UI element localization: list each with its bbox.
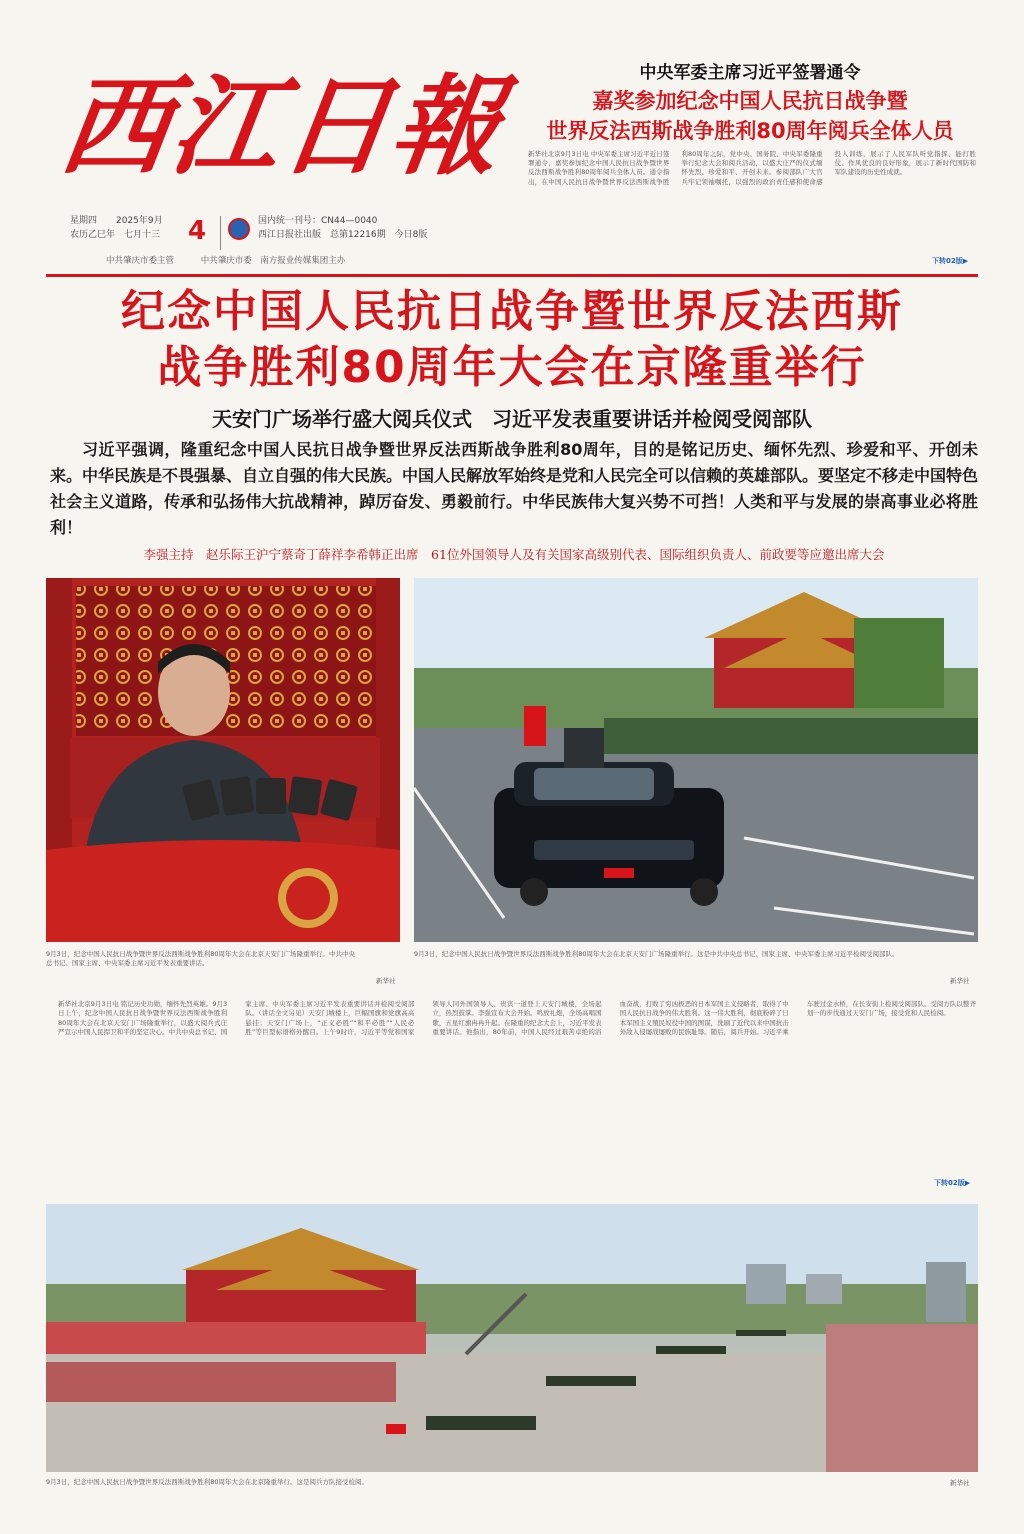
lead-paragraph: 习近平强调，隆重纪念中国人民抗日战争暨世界反法西斯战争胜利80周年，目的是铭记历史、缅怀先烈、珍爱和平、开创未来。中华民族是不畏强暴、自立自强的伟大民族。中国人民解放军始终是党和人民完全可以信赖的英雄部队。要坚定不移走中国特色社会主义道路，传承和弘扬伟大抗战精神，踔厉奋发、勇毅前行。中华民族伟大复兴势不可挡！人类和平与发展的崇高事业必将胜利！ — [50, 440, 979, 537]
photo-speaker-at-podium — [46, 578, 400, 942]
photo-right-caption: 9月3日，纪念中国人民抗日战争暨世界反法西斯战争胜利80周年大会在北京天安门广场隆重举行。这是中共中央总书记、国家主席、中央军委主席习近平检阅受阅部队。 — [414, 950, 899, 958]
attendee-line: 李强主持 赵乐际王沪宁蔡奇丁薛祥李希韩正出席 61位外国领导人及有关国家高级别代表、国际组织负责人、前政要等应邀出席大会 — [143, 547, 885, 562]
top-news-continue-link[interactable]: 下转02版▶ — [932, 257, 969, 265]
top-news-title-line1: 嘉奖参加纪念中国人民抗日战争暨 — [592, 89, 908, 113]
issue-day-number: 4 — [188, 216, 207, 246]
photo-bottom-credit: 新华社 — [950, 1479, 970, 1487]
photo-tiananmen-parade-panorama — [46, 1204, 978, 1472]
main-headline-line2: 战争胜利80周年大会在京隆重举行 — [157, 342, 867, 393]
photo-parade-review-car — [414, 578, 978, 942]
main-headline — [44, 284, 980, 396]
top-news-kicker: 中央军委主席习近平签署通令 — [639, 63, 861, 83]
main-headline-line1: 纪念中国人民抗日战争暨世界反法西斯 — [121, 286, 903, 337]
podium-scene-image — [46, 578, 400, 942]
issue-weekday: 星期四 — [70, 216, 98, 226]
issue-publisher: 西江日报社出版 总第12216期 今日8版 — [258, 230, 428, 240]
issue-sponsor-b: 中共肇庆市委 南方报业传媒集团主办 — [200, 256, 346, 266]
top-news-title-line2: 世界反法西斯战争胜利80周年阅兵全体人员 — [546, 119, 954, 143]
masthead-divider — [46, 274, 978, 277]
photo-right-credit: 新华社 — [950, 977, 970, 985]
issue-cn-number: 国内统一刊号：CN44—0040 — [258, 216, 378, 226]
photo-bottom-caption: 9月3日，纪念中国人民抗日战争暨世界反法西斯战争胜利80周年大会在北京隆重举行。这是阅兵方队接受检阅。 — [46, 1478, 369, 1486]
photo-left-caption: 9月3日，纪念中国人民抗日战争暨世界反法西斯战争胜利80周年大会在北京天安门广场隆重举行。中共中央总书记、国家主席、中央军委主席习近平发表重要讲话。 — [46, 950, 356, 967]
main-subheadline: 天安门广场举行盛大阅兵仪式 习近平发表重要讲话并检阅受阅部队 — [212, 407, 812, 431]
photo-left-credit: 新华社 — [376, 977, 396, 985]
top-news-body: 新华社北京9月3日电 中央军委主席习近平近日签署通令，嘉奖参加纪念中国人民抗日战争暨世界反法西斯战争胜利80周年阅兵全体人员。通令指出，在中国人民抗日战争暨世界反法西斯战争胜利80周年之际，党中央、国务院、中央军委隆重举行纪念大会和阅兵活动，以盛大庄严的仪式缅怀先烈、珍爱和平、开创未来。参阅部队广大官兵牢记领袖嘱托，以强烈的政治责任感和使命感投入训练，展示了人民军队听党指挥、能打胜仗、作风优良的良好形象，展示了新时代国防和军队建设的历史性成就。 — [528, 150, 976, 186]
masthead-logo: 西江日報 — [53, 64, 511, 190]
issue-date: 2025年9月 — [116, 216, 163, 226]
parade-car-scene-image — [414, 578, 978, 942]
issue-divider — [220, 216, 221, 250]
issue-info — [70, 214, 490, 270]
lead-article-body: 新华社北京9月3日电 铭记历史功勋，缅怀先烈英雄。9月3日上午，纪念中国人民抗日战争暨世界反法西斯战争胜利80周年大会在北京天安门广场隆重举行，以盛大阅兵式庄严宣示中国人民捍卫和平的坚定决心。中共中央总书记、国家主席、中央军委主席习近平发表重要讲话并检阅受阅部队。（讲话全文另见）天安门城楼上，巨幅国旗和党旗高高悬挂；天安门广场上，“正义必胜”“和平必胜”“人民必胜”等巨型标语格外醒目。上午9时许，习近平等党和国家领导人同外国领导人、贵宾一道登上天安门城楼，全场起立，热烈鼓掌。李强宣布大会开始。鸣放礼炮，全场高唱国歌，五星红旗冉冉升起。在隆重的纪念大会上，习近平发表重要讲话。他指出，80年前，中国人民经过艰苦卓绝的浴血奋战，打败了穷凶极恶的日本军国主义侵略者，取得了中国人民抗日战争的伟大胜利。这一伟大胜利，彻底粉碎了日本军国主义殖民奴役中国的图谋，洗刷了近代以来中国抗击外敌入侵屡战屡败的民族耻辱。随后，阅兵开始。习近平乘车驶过金水桥，在长安街上检阅受阅部队。受阅方队以整齐划一的步伐通过天安门广场，接受党和人民检阅。 — [58, 1000, 976, 1036]
top-news-title — [520, 86, 980, 146]
publisher-logo-icon — [228, 218, 250, 240]
article-continue-link[interactable]: 下转02版▶ — [934, 1179, 971, 1187]
issue-lunar-date: 农历乙巳年 七月十三 — [70, 230, 161, 240]
issue-sponsor-a: 中共肇庆市委主管 — [106, 256, 175, 266]
panorama-scene-image — [46, 1204, 978, 1472]
